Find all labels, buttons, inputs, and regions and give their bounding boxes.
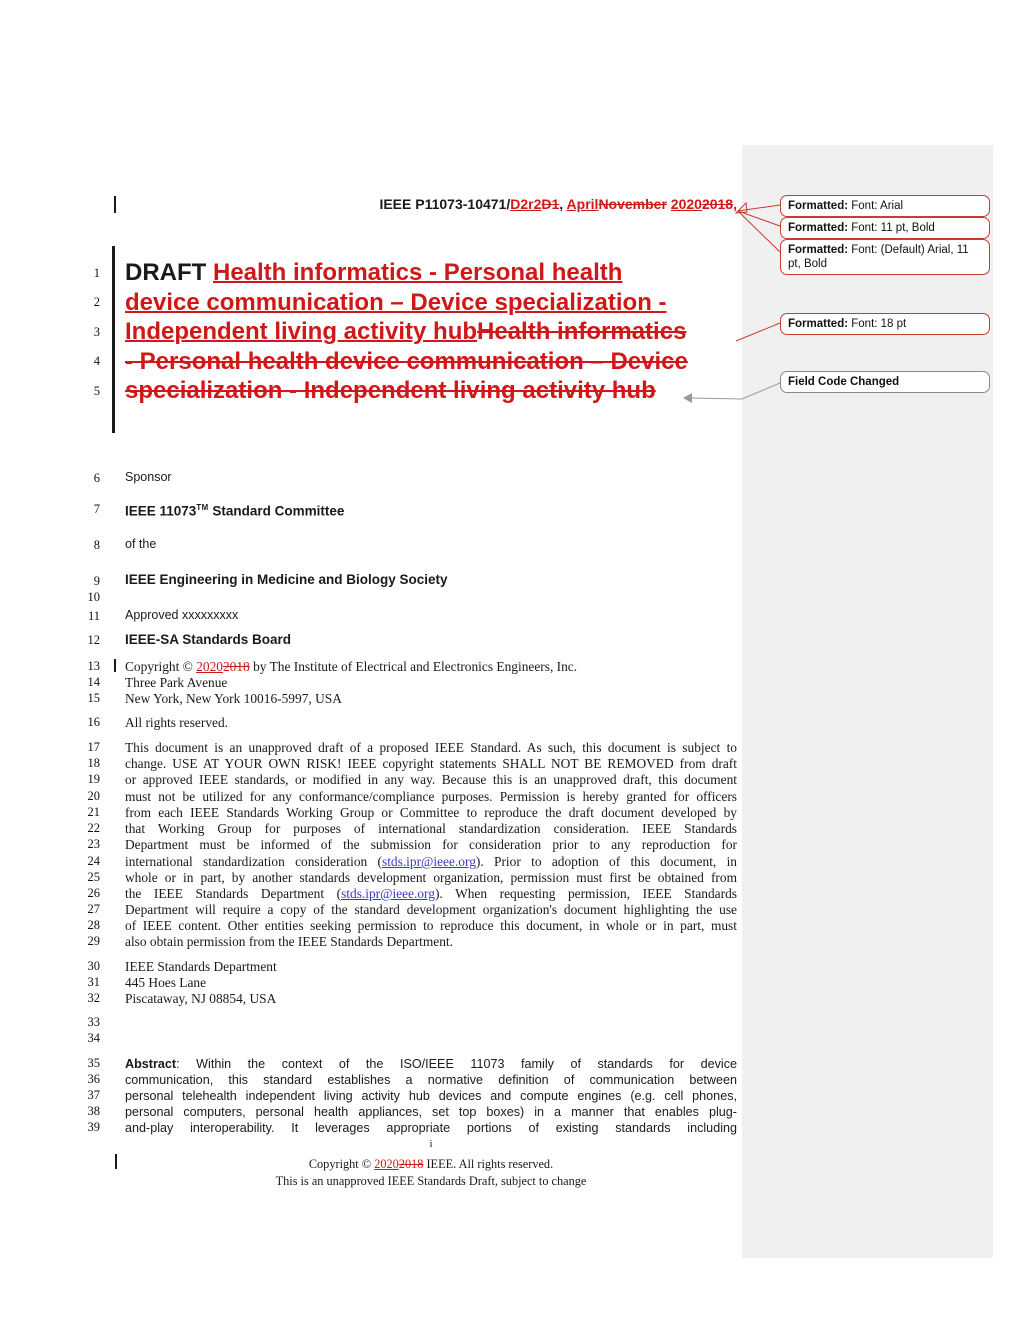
line-number: 27 xyxy=(87,902,100,916)
field-code-changed-callout[interactable] xyxy=(780,371,990,393)
text-segment: Department will require a copy of the standard development organization's document highlighting the use xyxy=(125,902,737,917)
text-segment: Approved xxxxxxxxx xyxy=(125,608,239,622)
text-segment: personal telehealth independent living activity hub devices and compute engines (e.g. cell phones, xyxy=(125,1089,737,1103)
text-segment: communication, this standard establishes a normative definition of communication between xyxy=(125,1073,737,1087)
text-segment: IEEE 11073 xyxy=(125,503,197,519)
text-segment: of the xyxy=(125,537,157,551)
line-number: 36 xyxy=(87,1072,100,1086)
line-number: 20 xyxy=(87,789,100,803)
line-number: 38 xyxy=(87,1104,100,1118)
dept-line[interactable] xyxy=(125,991,737,1007)
text-segment: IEEE Engineering in Medicine and Biology Society xyxy=(125,572,448,587)
copyright-line[interactable] xyxy=(125,659,737,675)
text-segment: Copyright © xyxy=(125,659,197,674)
line-number: 25 xyxy=(87,870,100,884)
text-segment: from each IEEE Standards Working Group or Committee to reproduce the draft document developed by xyxy=(125,805,737,820)
body-line[interactable] xyxy=(125,854,737,870)
line-number: 17 xyxy=(87,740,100,754)
line-number: 6 xyxy=(93,471,100,485)
title-line[interactable] xyxy=(125,376,737,406)
text-segment: All rights reserved. xyxy=(125,715,229,730)
body-line[interactable] xyxy=(125,918,737,934)
body-line[interactable] xyxy=(125,902,737,918)
line-number: 39 xyxy=(87,1120,100,1134)
line-number: 12 xyxy=(87,633,100,647)
title-line[interactable] xyxy=(125,258,737,288)
line-number: 18 xyxy=(87,756,100,770)
text-segment: Department must be informed of the submission for consideration prior to any reproduction for xyxy=(125,837,737,852)
change-bar xyxy=(115,1154,117,1169)
title-line[interactable] xyxy=(125,317,737,347)
text-segment: Copyright © xyxy=(308,1157,375,1171)
sponsor-label[interactable] xyxy=(125,470,737,485)
body-line[interactable] xyxy=(125,789,737,805)
society-line[interactable] xyxy=(125,572,737,588)
abstract-line[interactable] xyxy=(125,1088,737,1104)
address-line[interactable] xyxy=(125,675,737,691)
text-segment: IEEE P11073-10471/ xyxy=(379,196,511,212)
line-number: 1 xyxy=(93,266,100,280)
tracked-del-segment: 2018 xyxy=(398,1157,424,1171)
line-number: 11 xyxy=(87,609,100,623)
text-segment: Three Park Avenue xyxy=(125,675,228,690)
body-line[interactable] xyxy=(125,821,737,837)
dept-line[interactable] xyxy=(125,959,737,975)
tracked-del-segment: - Personal health device communication – Device xyxy=(125,347,688,375)
email-link[interactable]: stds.ipr@ieee.org xyxy=(341,886,435,901)
tracked-ins-segment: device communication – Device specialization - xyxy=(125,288,667,316)
callout-text: Font: 11 pt, Bold xyxy=(848,222,935,234)
tracked-del-segment: D1 xyxy=(541,196,560,212)
line-number: 33 xyxy=(87,1015,100,1029)
line-number: 21 xyxy=(87,805,100,819)
text-segment: 445 Hoes Lane xyxy=(125,975,207,990)
text-segment: the IEEE Standards Department ( xyxy=(125,886,342,901)
change-bar xyxy=(114,659,116,672)
text-segment: international standardization consideration ( xyxy=(125,854,382,869)
email-link[interactable]: stds.ipr@ieee.org xyxy=(382,854,476,869)
line-number: 16 xyxy=(87,715,100,729)
line-number: 22 xyxy=(87,821,100,835)
callout-label: Formatted: xyxy=(788,200,849,212)
change-bar xyxy=(112,246,115,433)
text-segment: IEEE Standards Department xyxy=(125,959,277,974)
text-segment: New York, New York 10016-5997, USA xyxy=(125,691,342,706)
text-segment: that Working Group for purposes of international standardization consideration. IEEE Standards xyxy=(125,821,737,836)
tracked-ins-segment: 2020 xyxy=(670,196,702,212)
formatted-callout[interactable] xyxy=(780,239,990,275)
line-number: 4 xyxy=(93,354,100,368)
footer-draft-notice[interactable] xyxy=(125,1173,737,1189)
tracked-ins-segment: Independent living activity hub xyxy=(125,318,478,345)
body-line[interactable] xyxy=(125,740,737,756)
line-number: 23 xyxy=(87,837,100,851)
tracked-del-segment: 2018 xyxy=(222,659,250,674)
body-line[interactable] xyxy=(125,756,737,772)
text-segment: This is an unapproved IEEE Standards Draft, subject to change xyxy=(275,1174,587,1188)
title-line[interactable] xyxy=(125,288,737,318)
dept-line[interactable] xyxy=(125,975,737,991)
line-number: 10 xyxy=(87,590,100,604)
text-segment: i xyxy=(429,1138,433,1150)
address-line[interactable] xyxy=(125,691,737,707)
title-line[interactable] xyxy=(125,347,737,377)
abstract-line[interactable] xyxy=(125,1056,737,1072)
rights-line[interactable] xyxy=(125,715,737,731)
tracked-del-segment: November xyxy=(598,196,667,212)
body-line[interactable] xyxy=(125,805,737,821)
line-number: 19 xyxy=(87,772,100,786)
callout-label: Field Code Changed xyxy=(788,376,900,388)
abstract-line[interactable] xyxy=(125,1120,737,1136)
footer-copyright[interactable] xyxy=(125,1156,737,1172)
text-segment: Sponsor xyxy=(125,470,172,484)
line-number: 15 xyxy=(87,691,100,705)
of-the-line[interactable] xyxy=(125,537,737,552)
line-number: 37 xyxy=(87,1088,100,1102)
tracked-del-segment: 2018 xyxy=(701,196,734,212)
tracked-sup-segment: TM xyxy=(196,503,209,512)
line-number: 13 xyxy=(87,659,100,673)
line-number: 35 xyxy=(87,1056,100,1070)
tracked-ins-segment: D2r2 xyxy=(510,196,542,212)
text-segment: by The Institute of Electrical and Electronics Engineers, Inc. xyxy=(249,659,578,674)
text-segment: of IEEE content. Other entities seeking permission to reproduce this document, in whole or in part, must xyxy=(125,918,737,933)
callout-text: Font: Arial xyxy=(848,200,904,212)
line-number: 7 xyxy=(93,502,100,516)
tracked-ins-segment: Health informatics - Personal health xyxy=(212,259,623,286)
footer-page-number[interactable] xyxy=(125,1138,737,1151)
change-bar xyxy=(114,196,116,213)
text-segment: and-play interoperability. It leverages appropriate portions of existing standards including xyxy=(125,1121,737,1135)
tracked-del-segment: Health informatics xyxy=(477,318,687,345)
formatted-callout[interactable] xyxy=(780,217,990,239)
line-number: 26 xyxy=(87,886,100,900)
text-segment: personal computers, personal health appliances, set top boxes) in a manner that enables plug- xyxy=(125,1105,737,1119)
abstract-line[interactable] xyxy=(125,1104,737,1120)
text-segment: also obtain permission from the IEEE Standards Department. xyxy=(125,934,453,949)
text-segment: Piscataway, NJ 08854, USA xyxy=(125,991,277,1006)
line-number: 32 xyxy=(87,991,100,1005)
text-segment: ). When requesting permission, IEEE Standards xyxy=(434,886,737,901)
callout-label: Formatted: xyxy=(788,222,849,234)
tracked-ins-segment: 2020 xyxy=(196,659,223,674)
line-number: 28 xyxy=(87,918,100,932)
line-number: 9 xyxy=(93,574,100,588)
text-segment: DRAFT xyxy=(125,259,213,286)
tracked-ins-segment: April xyxy=(566,196,599,212)
callout-text: Font: (Default) Arial, 11 pt, Bold xyxy=(788,244,969,270)
page-header[interactable] xyxy=(125,196,737,213)
line-number: 5 xyxy=(93,384,100,398)
text-segment: must not be utilized for any conformance/compliance purposes. Permission is hereby granted for officers xyxy=(125,789,737,804)
tracked-del-segment: specialization - Independent living activity hub xyxy=(125,377,656,404)
body-line[interactable] xyxy=(125,837,737,853)
text-segment: IEEE. All rights reserved. xyxy=(423,1157,554,1171)
line-number: 2 xyxy=(93,295,100,309)
line-number: 30 xyxy=(87,959,100,973)
text-segment: or approved IEEE standards, or modified in any way. Because this is an unapproved draft, this document xyxy=(125,772,737,787)
board-line[interactable] xyxy=(125,632,737,648)
text-segment: IEEE-SA Standards Board xyxy=(125,632,292,647)
line-number: 34 xyxy=(87,1031,100,1045)
text-segment: change. USE AT YOUR OWN RISK! IEEE copyright statements SHALL NOT BE REMOVED from draft xyxy=(125,756,737,771)
text-segment: This document is an unapproved draft of a proposed IEEE Standard. As such, this document is subject to xyxy=(125,740,737,755)
line-number: 31 xyxy=(87,975,100,989)
callout-label: Formatted: xyxy=(788,318,849,330)
text-segment: , xyxy=(559,196,567,212)
formatted-callout[interactable] xyxy=(780,313,990,335)
body-line[interactable] xyxy=(125,772,737,788)
callout-text: Font: 18 pt xyxy=(848,318,907,330)
body-line[interactable] xyxy=(125,870,737,886)
approved-line[interactable] xyxy=(125,608,737,623)
line-number: 3 xyxy=(93,325,100,339)
body-line[interactable] xyxy=(125,886,737,902)
tracked-ins-segment: 2020 xyxy=(374,1157,399,1171)
abstract-line[interactable] xyxy=(125,1072,737,1088)
line-number: 8 xyxy=(93,538,100,552)
text-segment: whole or in part, by another standards development organization, permission must first be obtained from xyxy=(125,870,737,885)
committee-line[interactable] xyxy=(125,500,737,520)
text-segment: : Within the context of the ISO/IEEE 11073 family of standards for device xyxy=(176,1057,737,1071)
tracked-b-segment: Abstract xyxy=(125,1057,177,1071)
line-number: 14 xyxy=(87,675,100,689)
text-segment: ). Prior to adoption of this document, in xyxy=(475,854,737,869)
formatted-callout[interactable] xyxy=(780,195,990,217)
line-number: 24 xyxy=(87,854,100,868)
text-segment: Standard Committee xyxy=(208,503,345,519)
body-line[interactable] xyxy=(125,934,737,950)
tracked-ins-segment: , xyxy=(733,196,737,212)
line-number: 29 xyxy=(87,934,100,948)
markup-margin-panel xyxy=(742,145,993,1258)
callout-label: Formatted: xyxy=(788,244,849,256)
